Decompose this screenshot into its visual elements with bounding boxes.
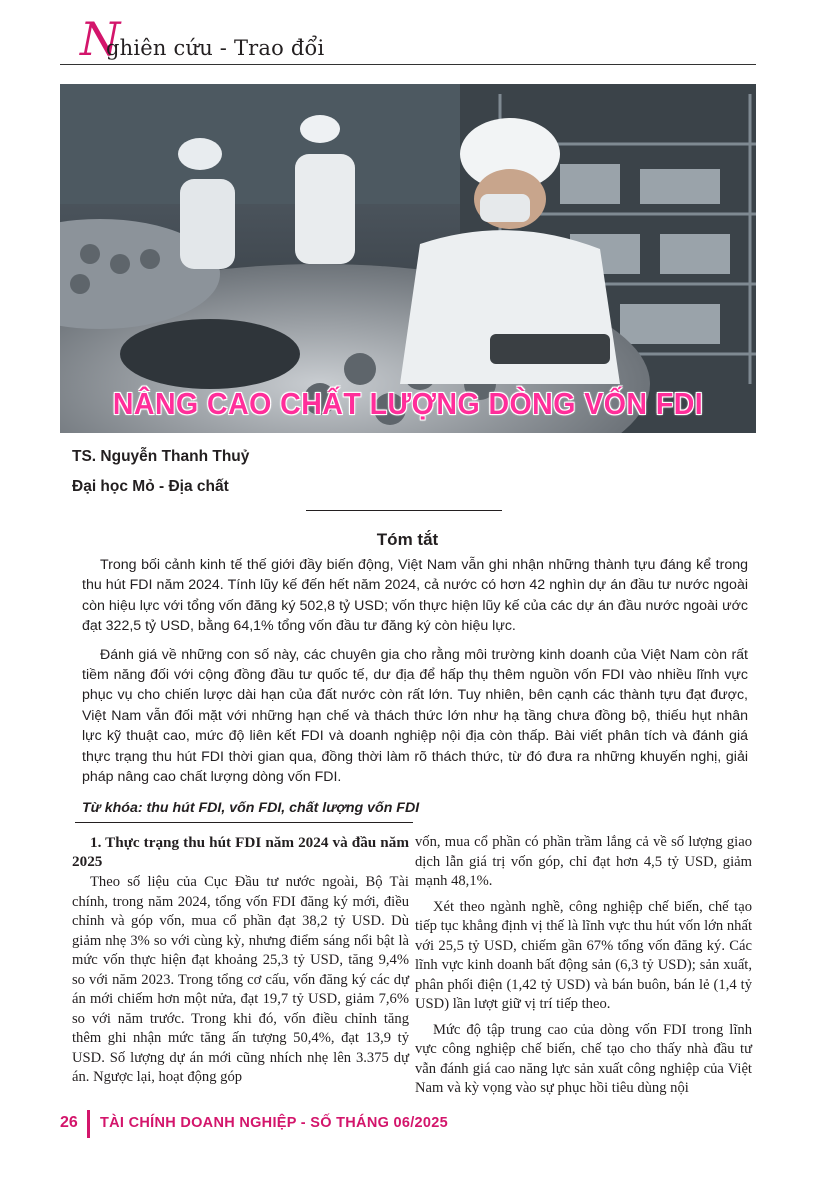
body-paragraph: vốn, mua cổ phần có phần trầm lắng cả về số lượng giao dịch lẫn giá trị vốn góp, chỉ đạt hơn 4,5 tỷ USD, giảm mạnh 48,1%. [415, 834, 752, 889]
footer-bar [87, 1110, 90, 1138]
section-heading: 1. Thực trạng thu hút FDI năm 2024 và đầu năm 2025 [72, 834, 409, 870]
body-paragraph: Theo số liệu của Cục Đầu tư nước ngoài, Bộ Tài chính, trong năm 2024, tổng vốn FDI đăng ký mới, điều chỉnh và góp vốn, mua cổ phần đạt 38,2 tỷ USD. Dù giảm nhẹ 3% so với cùng kỳ, nhưng điểm sáng nổi bật là mức vốn thực hiện đạt khoảng 25,3 tỷ USD, tăng 9,4% so với năm 2023. Trong tổng cơ cấu, vốn đăng ký các dự án mới chiếm hơn một nửa, đạt 19,7 tỷ USD, giảm 7,6% so với năm trước. Trong khi đó, vốn điều chỉnh tăng thêm ghi nhận mức tăng ấn tượng 50,4%, đạt 13,9 tỷ USD. Số lượng dự án mới cũng nhích nhẹ lên 3.375 dự án. Ngược lại, hoạt động góp [72, 874, 409, 1085]
page-number: 26 [60, 1114, 78, 1131]
section-header [60, 12, 756, 66]
body-paragraph: Mức độ tập trung cao của dòng vốn FDI trong lĩnh vực công nghiệp chế biến, chế tạo cho thấy nhà đầu tư vẫn đánh giá cao năng lực sản xuất công nghiệp của Việt Nam và kỳ vọng vào sự phục hồi tiêu dùng nội [415, 1021, 752, 1096]
abstract-heading: Tóm tắt [376, 530, 439, 549]
abstract [82, 555, 748, 795]
article-title: NÂNG CAO CHẤT LƯỢNG DÒNG VỐN FDI [112, 386, 704, 421]
keywords: Từ khóa: thu hút FDI, vốn FDI, chất lượng vốn FDI [82, 800, 420, 816]
section-initial: N [80, 12, 121, 66]
hero-photo [60, 84, 756, 433]
section-name: ghiên cứu - Trao đổi [106, 36, 325, 60]
body-column-left [72, 833, 409, 1094]
magazine-name: TÀI CHÍNH DOANH NGHIỆP - SỐ THÁNG 06/2025 [100, 1115, 449, 1131]
keywords-rule [75, 822, 413, 823]
author-name: TS. Nguyễn Thanh Thuỷ [72, 448, 250, 465]
body-column-right [415, 833, 752, 1105]
page-footer [60, 1110, 460, 1138]
author-affiliation: Đại học Mỏ - Địa chất [72, 478, 229, 495]
abstract-paragraph: Đánh giá về những con số này, các chuyên gia cho rằng môi trường kinh doanh của Việt Nam còn rất tiềm năng đối với cộng đồng đầu tư quốc tế, dư địa để hấp thụ thêm nguồn vốn FDI vào nhiều lĩnh vực phục vụ cho chiến lược dài hạn của đất nước còn rất lớn. Tuy nhiên, bên cạnh các thành tựu đạt được, Việt Nam vẫn đối mặt với những hạn chế và thách thức lớn như hạ tầng chưa đồng bộ, thiếu hụt nhân lực kỹ thuật cao, mức độ liên kết FDI và doanh nghiệp nội địa còn thấp. Bài viết phân tích và đánh giá thực trạng thu hút FDI thời gian qua, đồng thời làm rõ thách thức, từ đó đưa ra những khuyến nghị, giải pháp nâng cao chất lượng dòng vốn FDI. [82, 646, 748, 786]
divider [306, 510, 502, 511]
body-paragraph: Xét theo ngành nghề, công nghiệp chế biến, chế tạo tiếp tục khẳng định vị thế là lĩnh vực thu hút vốn lớn nhất với 25,5 tỷ USD, chiếm gần 67% tổng vốn đăng ký. Các lĩnh vực kinh doanh bất động sản (6,3 tỷ USD); sản xuất, phân phối điện (1,42 tỷ USD) và bán buôn, bán lẻ (1,4 tỷ USD) lần lượt giữ vị trí tiếp theo. [415, 898, 752, 1012]
abstract-paragraph: Trong bối cảnh kinh tế thế giới đầy biến động, Việt Nam vẫn ghi nhận những thành tựu đáng kể trong thu hút FDI năm 2024. Tính lũy kế đến hết năm 2024, cả nước có hơn 42 nghìn dự án đầu tư nước ngoài còn hiệu lực với tổng vốn đăng ký 502,8 tỷ USD; vốn thực hiện lũy kế của các dự án đầu nước ngoài ước đạt 322,5 tỷ USD, bằng 64,1% tổng vốn đầu tư đăng ký còn hiệu lực. [82, 557, 748, 635]
